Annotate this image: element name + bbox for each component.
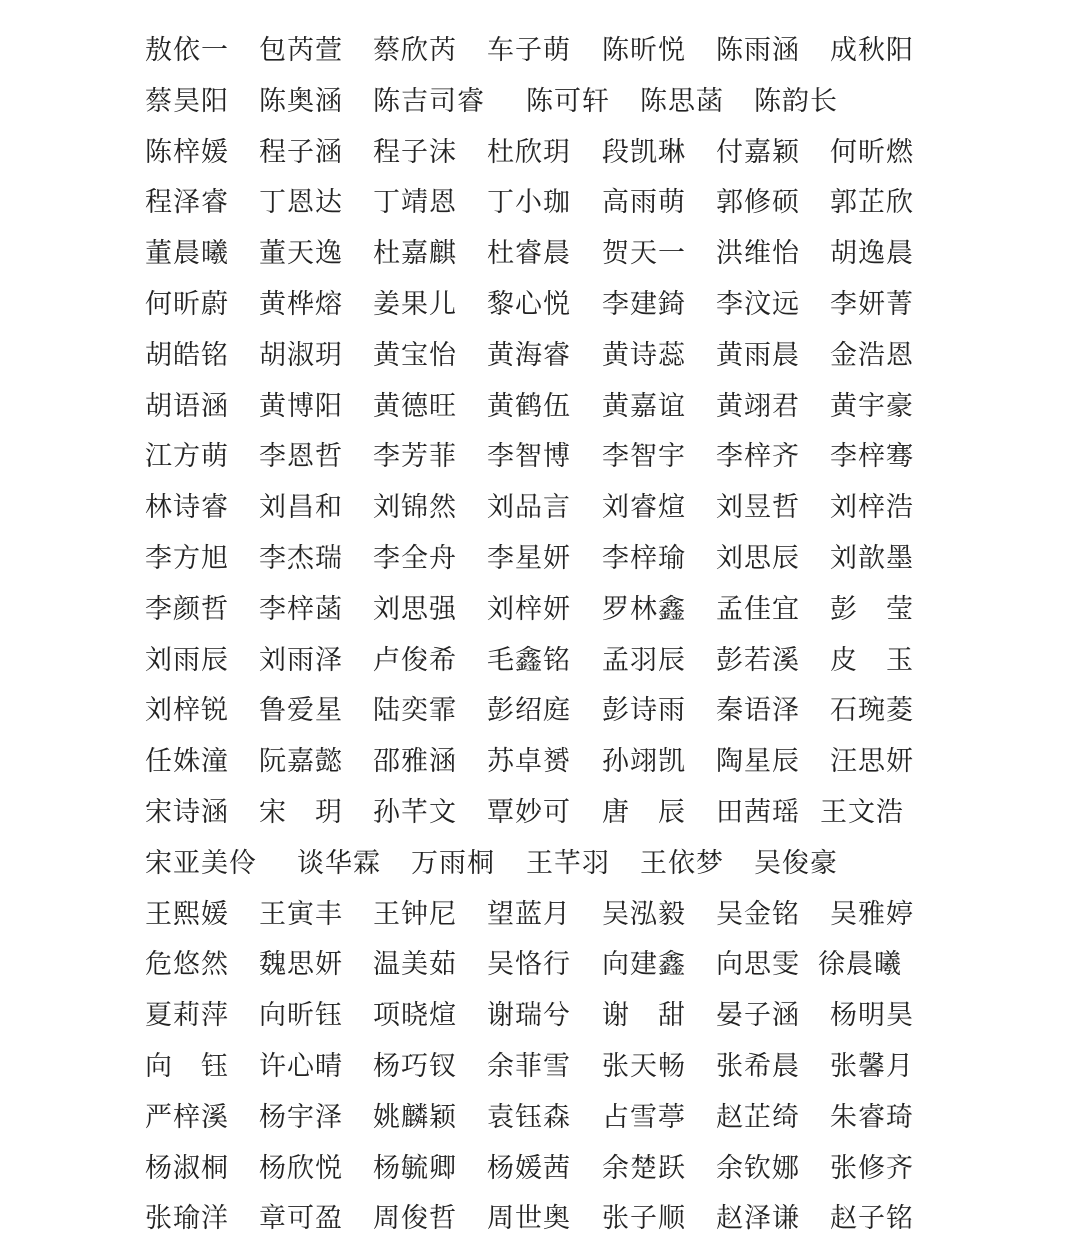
student-name: 陈韵长	[754, 85, 838, 117]
student-name: 付嘉颖	[716, 136, 800, 168]
student-name: 黎心悦	[487, 288, 571, 320]
student-name: 陈吉司睿	[373, 85, 485, 117]
name-row-18	[0, 890, 1080, 941]
student-name: 皮 玉	[830, 644, 914, 676]
student-name: 赵泽谦	[716, 1203, 800, 1235]
student-name: 田茜瑶	[716, 796, 800, 828]
student-name: 李颜哲	[145, 593, 229, 625]
student-name: 袁钰森	[487, 1101, 571, 1133]
student-name: 黄诗蕊	[602, 339, 686, 371]
student-name: 刘睿煊	[602, 492, 686, 524]
student-name: 周俊哲	[373, 1203, 457, 1235]
student-name: 刘思辰	[716, 542, 800, 574]
student-name: 李妍菁	[830, 288, 914, 320]
name-row-20	[0, 991, 1080, 1042]
student-name: 李芳菲	[373, 441, 457, 473]
student-name: 张馨月	[830, 1050, 914, 1082]
student-name: 郭修硕	[716, 187, 800, 219]
student-name: 黄桦熔	[259, 288, 343, 320]
student-name: 刘锦然	[373, 492, 457, 524]
name-row-23	[0, 1144, 1080, 1195]
student-name: 宋亚美伶	[145, 847, 257, 879]
student-name: 李建錡	[602, 288, 686, 320]
student-name: 罗林鑫	[602, 593, 686, 625]
student-name: 黄宝怡	[373, 339, 457, 371]
student-name: 秦语泽	[716, 695, 800, 727]
student-name: 黄鹤伍	[487, 390, 571, 422]
student-name: 成秋阳	[830, 35, 914, 66]
student-name: 杜睿晨	[487, 238, 571, 270]
student-name: 谢 甜	[602, 1000, 686, 1032]
name-row-24	[0, 1194, 1080, 1245]
student-name: 吴金铭	[716, 898, 800, 930]
name-row-4	[0, 178, 1080, 229]
student-name: 刘思强	[373, 593, 457, 625]
student-name: 向思雯	[716, 949, 800, 981]
student-name: 彭 莹	[830, 593, 914, 625]
student-name: 余菲雪	[487, 1050, 571, 1082]
student-name: 宋诗涵	[145, 796, 229, 828]
student-name: 许心晴	[259, 1050, 343, 1082]
student-name: 陈梓媛	[145, 136, 229, 168]
name-row-19	[0, 940, 1080, 991]
student-name: 杨淑桐	[145, 1152, 229, 1184]
name-row-1	[0, 26, 1080, 77]
student-name: 黄德旺	[373, 390, 457, 422]
student-name: 向 钰	[145, 1050, 229, 1082]
student-name: 李智博	[487, 441, 571, 473]
student-name: 江方萌	[145, 441, 229, 473]
name-row-5	[0, 229, 1080, 280]
student-name: 张修齐	[830, 1152, 914, 1184]
student-name: 彭绍庭	[487, 695, 571, 727]
student-name: 孙翊凯	[602, 746, 686, 778]
student-name: 卢俊希	[373, 644, 457, 676]
student-name: 丁恩达	[259, 187, 343, 219]
name-row-9	[0, 432, 1080, 483]
student-name: 蔡昊阳	[145, 85, 229, 117]
student-name: 胡淑玥	[259, 339, 343, 371]
student-name: 夏莉萍	[145, 1000, 229, 1032]
student-name: 李梓骞	[830, 441, 914, 473]
student-name: 张天畅	[602, 1050, 686, 1082]
student-name: 蔡欣芮	[373, 35, 457, 66]
student-name: 赵子铭	[830, 1203, 914, 1235]
student-name: 危悠然	[145, 949, 229, 981]
student-name: 刘梓浩	[830, 492, 914, 524]
student-name: 张希晨	[716, 1050, 800, 1082]
name-row-2	[0, 77, 1080, 128]
student-name: 余钦娜	[716, 1152, 800, 1184]
student-name: 李梓菡	[259, 593, 343, 625]
name-row-3	[0, 128, 1080, 179]
student-name: 何昕蔚	[145, 288, 229, 320]
student-name: 洪维怡	[716, 238, 800, 270]
student-name: 高雨萌	[602, 187, 686, 219]
student-name: 丁靖恩	[373, 187, 457, 219]
student-name: 刘梓锐	[145, 695, 229, 727]
student-name: 宋 玥	[259, 796, 343, 828]
student-name: 项晓煊	[373, 1000, 457, 1032]
student-name: 姜果儿	[373, 288, 457, 320]
student-name: 刘雨泽	[259, 644, 343, 676]
student-name: 刘雨辰	[145, 644, 229, 676]
student-name: 谈华霖	[297, 847, 381, 879]
student-name: 黄宇豪	[830, 390, 914, 422]
student-name: 陈雨涵	[716, 35, 800, 66]
student-name: 王熙媛	[145, 898, 229, 930]
student-name: 朱睿琦	[830, 1101, 914, 1133]
student-name: 何昕燃	[830, 136, 914, 168]
student-name: 王依梦	[640, 847, 724, 879]
student-name: 王文浩	[820, 796, 904, 828]
student-name: 李方旭	[145, 542, 229, 574]
student-name: 吴雅婷	[830, 898, 914, 930]
student-name: 石琬菱	[830, 695, 914, 727]
student-name: 李杰瑞	[259, 542, 343, 574]
student-name: 鲁爱星	[259, 695, 343, 727]
student-name: 余楚跃	[602, 1152, 686, 1184]
student-name: 杨明昊	[830, 1000, 914, 1032]
student-name: 胡语涵	[145, 390, 229, 422]
student-name: 陈奥涵	[259, 85, 343, 117]
student-name: 刘昌和	[259, 492, 343, 524]
student-name: 王寅丰	[259, 898, 343, 930]
student-name: 丁小珈	[487, 187, 571, 219]
student-name: 金浩恩	[830, 339, 914, 371]
student-name: 包芮萱	[259, 35, 343, 66]
student-name: 杨欣悦	[259, 1152, 343, 1184]
student-name: 杜欣玥	[487, 136, 571, 168]
student-name: 占雪葶	[602, 1101, 686, 1133]
student-name: 姚麟颖	[373, 1101, 457, 1133]
name-row-17	[0, 839, 1080, 890]
student-name: 徐晨曦	[818, 949, 902, 981]
student-name: 胡逸晨	[830, 238, 914, 270]
student-name: 李梓齐	[716, 441, 800, 473]
student-name: 程泽睿	[145, 187, 229, 219]
student-name: 程子涵	[259, 136, 343, 168]
student-name: 汪思妍	[830, 746, 914, 778]
student-name: 刘昱哲	[716, 492, 800, 524]
student-name: 陈思菡	[640, 85, 724, 117]
student-name: 杨巧钗	[373, 1050, 457, 1082]
student-name: 王钟尼	[373, 898, 457, 930]
student-name: 李汶远	[716, 288, 800, 320]
student-name: 胡皓铭	[145, 339, 229, 371]
student-name: 郭芷欣	[830, 187, 914, 219]
name-row-12	[0, 585, 1080, 636]
student-name: 毛鑫铭	[487, 644, 571, 676]
student-name: 李星妍	[487, 542, 571, 574]
student-name: 黄雨晨	[716, 339, 800, 371]
student-name: 黄嘉谊	[602, 390, 686, 422]
student-name: 孟佳宜	[716, 593, 800, 625]
student-name: 魏思妍	[259, 949, 343, 981]
name-row-16	[0, 788, 1080, 839]
student-name: 向建鑫	[602, 949, 686, 981]
student-name: 吴泓毅	[602, 898, 686, 930]
student-name: 陆奕霏	[373, 695, 457, 727]
name-row-22	[0, 1093, 1080, 1144]
student-name: 唐 辰	[602, 796, 686, 828]
student-name: 杨媛茜	[487, 1152, 571, 1184]
name-row-7	[0, 331, 1080, 382]
name-row-8	[0, 382, 1080, 433]
student-name: 李全舟	[373, 542, 457, 574]
student-name: 邵雅涵	[373, 746, 457, 778]
student-name: 彭诗雨	[602, 695, 686, 727]
student-name: 黄翊君	[716, 390, 800, 422]
student-name: 温美茹	[373, 949, 457, 981]
student-name: 敖依一	[145, 35, 229, 66]
student-name: 任姝潼	[145, 746, 229, 778]
student-name: 万雨桐	[411, 847, 495, 879]
student-name: 向昕钰	[259, 1000, 343, 1032]
student-name: 董天逸	[259, 238, 343, 270]
student-name: 黄博阳	[259, 390, 343, 422]
student-name: 吴恪行	[487, 949, 571, 981]
student-name: 杜嘉麒	[373, 238, 457, 270]
student-name: 车子萌	[487, 35, 571, 66]
student-name: 杨毓卿	[373, 1152, 457, 1184]
student-name: 陶星辰	[716, 746, 800, 778]
student-name: 望蓝月	[487, 898, 571, 930]
student-name: 章可盈	[259, 1203, 343, 1235]
name-row-6	[0, 280, 1080, 331]
student-name: 黄海睿	[487, 339, 571, 371]
student-name: 张子顺	[602, 1203, 686, 1235]
student-name: 陈可轩	[526, 85, 610, 117]
name-row-21	[0, 1042, 1080, 1093]
student-name: 李梓瑜	[602, 542, 686, 574]
student-name: 严梓溪	[145, 1101, 229, 1133]
name-row-15	[0, 737, 1080, 788]
student-name: 张瑜洋	[145, 1203, 229, 1235]
student-name: 贺天一	[602, 238, 686, 270]
student-name: 孟羽辰	[602, 644, 686, 676]
student-name: 董晨曦	[145, 238, 229, 270]
student-name: 赵芷绮	[716, 1101, 800, 1133]
student-name: 晏子涵	[716, 1000, 800, 1032]
student-name: 彭若溪	[716, 644, 800, 676]
student-name: 刘歆墨	[830, 542, 914, 574]
student-name: 谢瑞兮	[487, 1000, 571, 1032]
student-name: 陈昕悦	[602, 35, 686, 66]
student-name: 李智宇	[602, 441, 686, 473]
student-name: 李恩哲	[259, 441, 343, 473]
student-name: 刘梓妍	[487, 593, 571, 625]
student-name: 程子沫	[373, 136, 457, 168]
student-name-list	[0, 26, 1080, 1245]
student-name: 阮嘉懿	[259, 746, 343, 778]
name-row-14	[0, 686, 1080, 737]
student-name: 段凯琳	[602, 136, 686, 168]
student-name: 杨宇泽	[259, 1101, 343, 1133]
student-name: 覃妙可	[487, 796, 571, 828]
student-name: 周世奥	[487, 1203, 571, 1235]
name-row-11	[0, 534, 1080, 585]
student-name: 刘品言	[487, 492, 571, 524]
name-row-13	[0, 636, 1080, 687]
student-name: 吴俊豪	[754, 847, 838, 879]
student-name: 苏卓赟	[487, 746, 571, 778]
student-name: 孙芊文	[373, 796, 457, 828]
name-row-10	[0, 483, 1080, 534]
student-name: 王芊羽	[526, 847, 610, 879]
student-name: 林诗睿	[145, 492, 229, 524]
